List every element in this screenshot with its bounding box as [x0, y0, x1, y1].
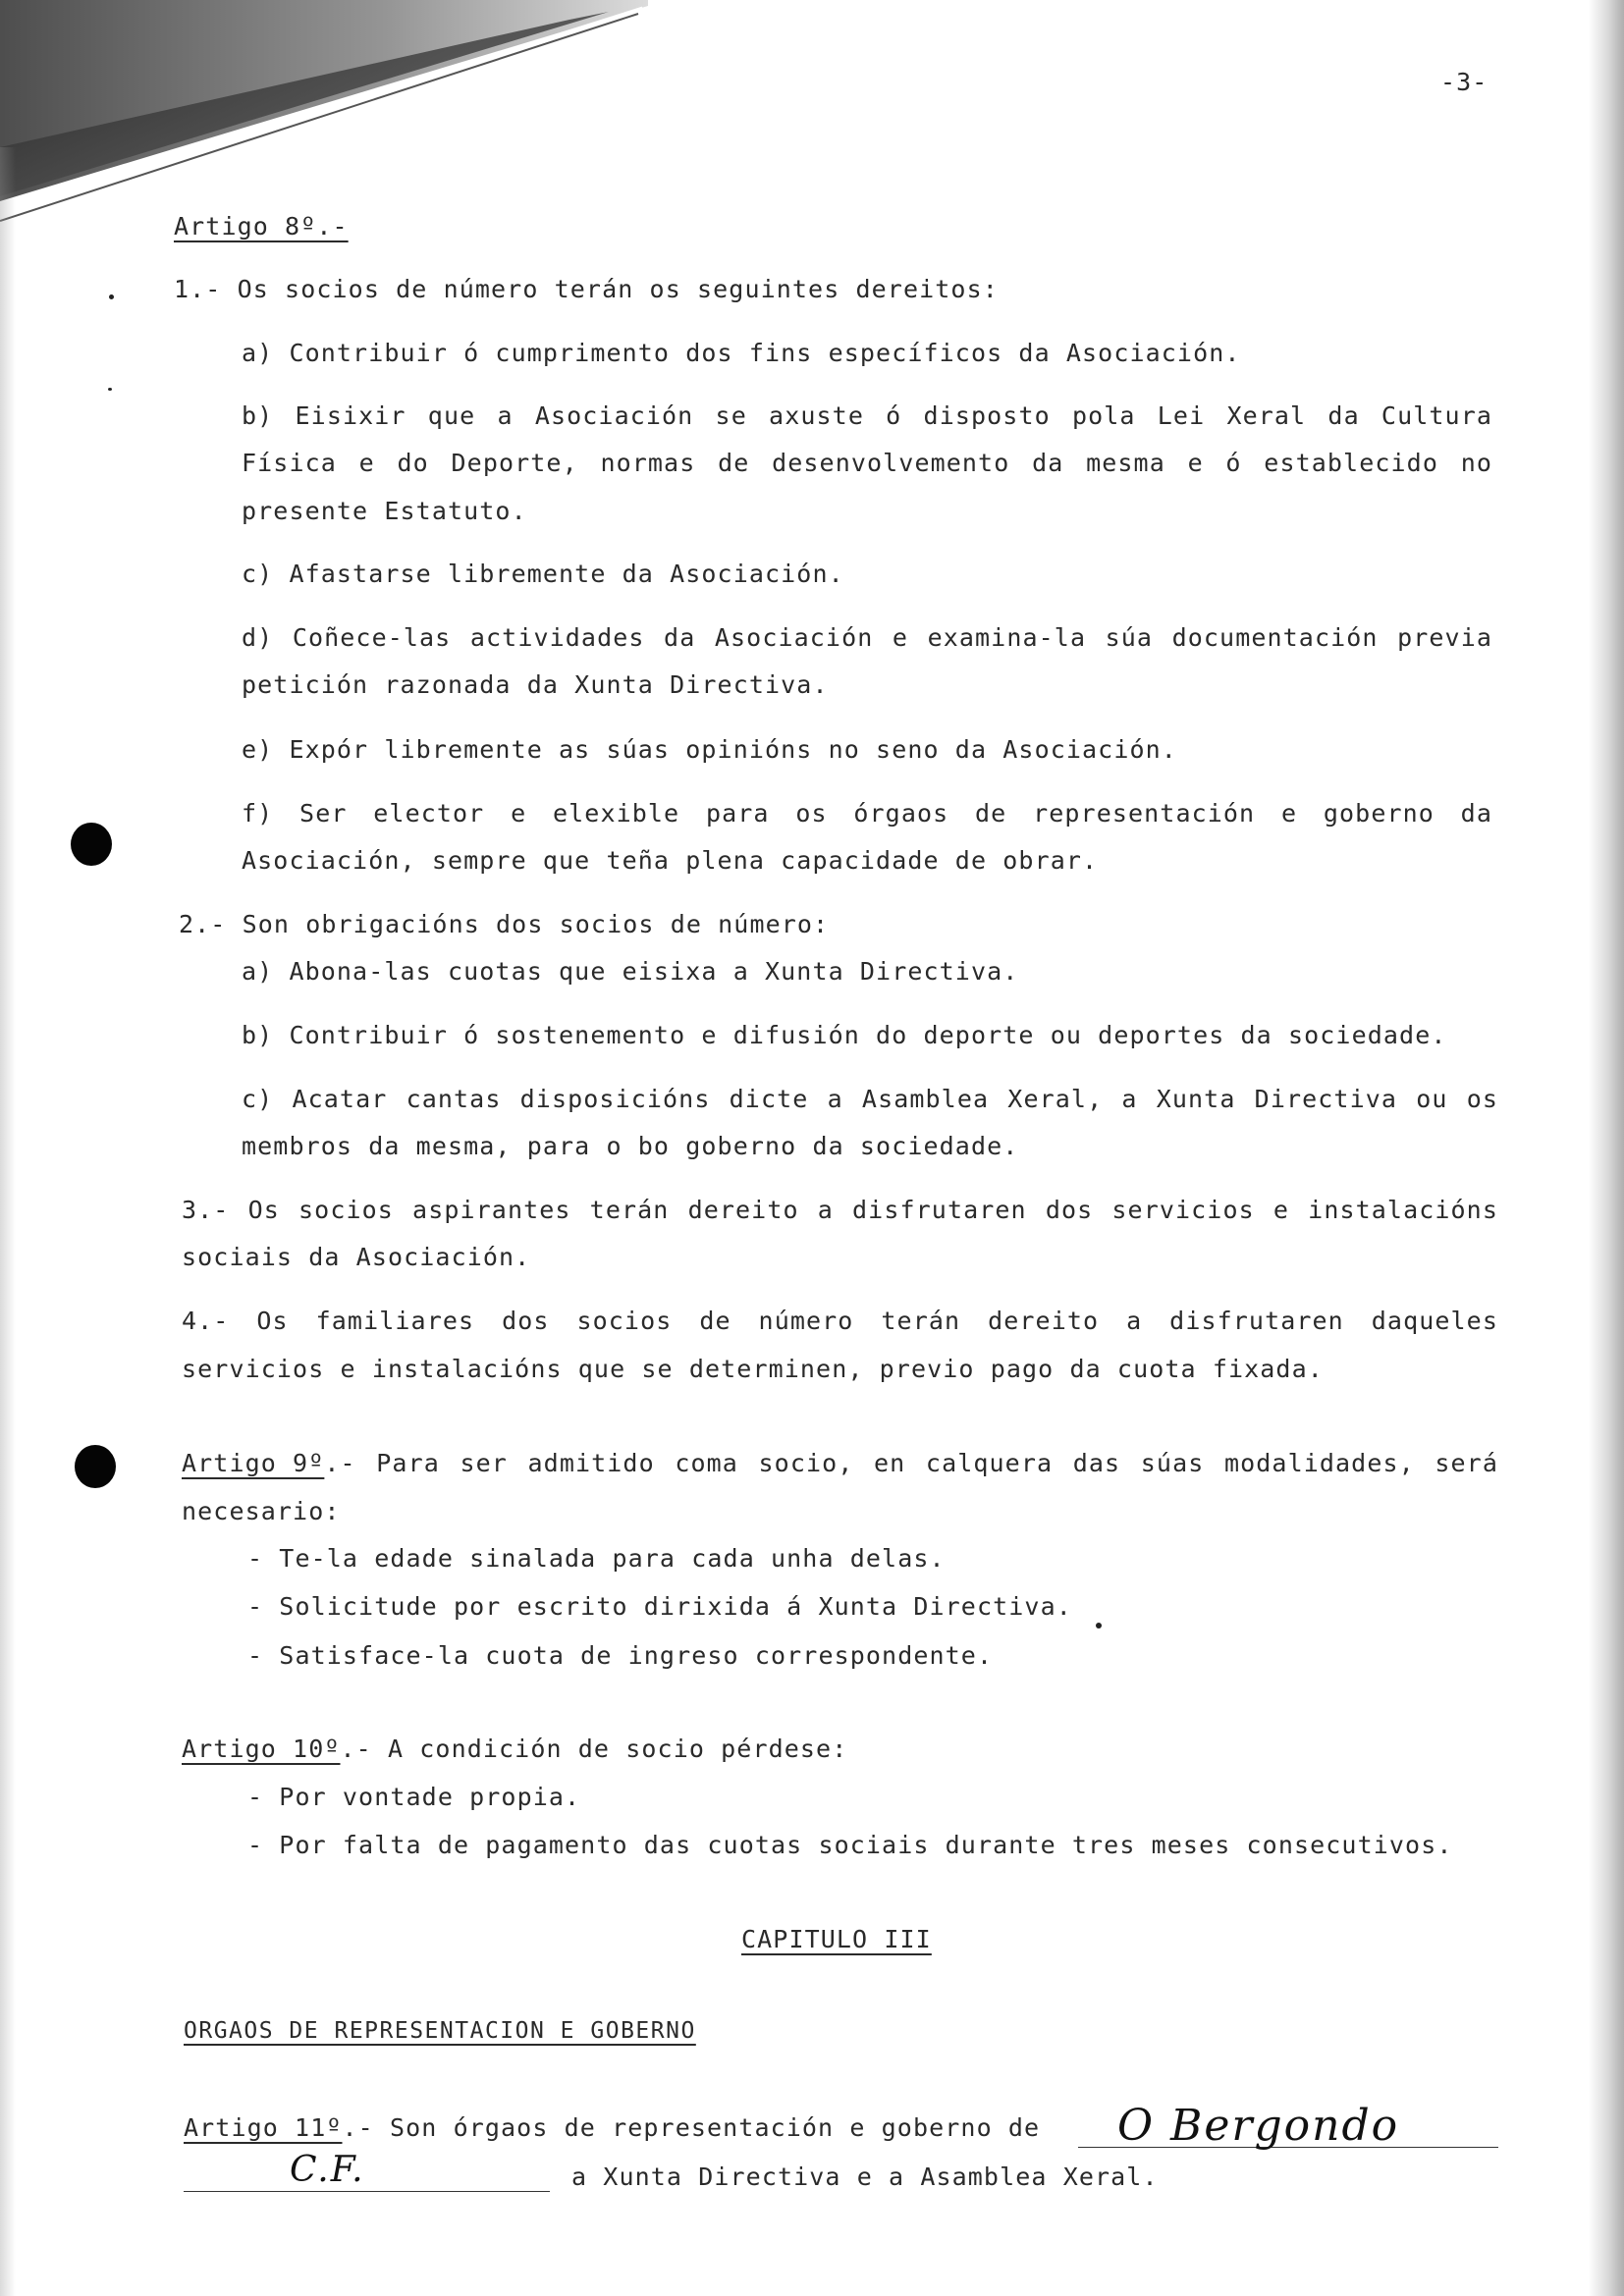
art8-clause1-b-line3: presente Estatuto.: [242, 497, 527, 525]
article-11-heading: Artigo 11º: [184, 2113, 343, 2142]
article-9-line2: necesario:: [182, 1497, 341, 1525]
art8-clause1-f-line2: Asociación, sempre que teña plena capacidade de obrar.: [242, 846, 1099, 875]
article-11-text: .- Son órgaos de representación e goberno de: [342, 2113, 1041, 2142]
art8-clause1-c: c) Afastarse libremente da Asociación.: [242, 560, 844, 588]
article-9-item-1: - Te-la edade sinalada para cada unha delas.: [247, 1544, 946, 1573]
article-10-text: .- A condición de socio pérdese:: [340, 1735, 848, 1763]
speck: [1096, 1623, 1102, 1629]
art8-clause2-c-line2: membros da mesma, para o bo goberno da sociedade.: [242, 1132, 1019, 1160]
punch-hole-bottom: [75, 1445, 116, 1488]
handwritten-club-name: O Bergondo: [1117, 2101, 1400, 2151]
art8-clause4-line1: 4.- Os familiares dos socios de número terán dereito a disfrutaren daqueles: [182, 1307, 1498, 1335]
article-9-line1: [182, 1451, 1498, 1475]
art8-clause1-d-line1: d) Coñece-las actividades da Asociación e examina-la súa documentación previa: [242, 623, 1492, 652]
handwritten-club-suffix: C.F.: [290, 2150, 365, 2190]
art8-clause4-line2: servicios e instalacións que se determinen, previo pago da cuota fixada.: [182, 1355, 1324, 1383]
art8-clause1-d-line2: petición razonada da Xunta Directiva.: [242, 670, 829, 699]
art8-clause1-a: a) Contribuir ó cumprimento dos fins específicos da Asociación.: [242, 339, 1241, 367]
art8-clause2-a: a) Abona-las cuotas que eisixa a Xunta Directiva.: [242, 957, 1019, 986]
article-10-heading: Artigo 10º: [182, 1735, 341, 1763]
article-9-text: .- Para ser admitido coma socio, en calquera das súas modalidades, será: [324, 1449, 1498, 1477]
art8-clause1-b-line1: b) Eisixir que a Asociación se axuste ó disposto pola Lei Xeral da Cultura: [242, 401, 1492, 430]
art8-clause3-line1: 3.- Os socios aspirantes terán dereito a disfrutaren dos servicios e instalacións: [182, 1196, 1498, 1224]
section-heading: ORGAOS DE REPRESENTACION E GOBERNO: [184, 2018, 696, 2044]
punch-hole-top: [71, 823, 112, 866]
speck: [109, 294, 114, 299]
scan-edge-shadow-left: [0, 147, 16, 2296]
speck: [108, 388, 112, 391]
art8-clause2-intro: 2.- Son obrigacións dos socios de número:: [179, 910, 830, 938]
article-10-line1: [182, 1736, 847, 1761]
article-8-heading: Artigo 8º.-: [174, 212, 349, 240]
art8-clause1-intro: 1.- Os socios de número terán os seguintes dereitos:: [174, 275, 999, 303]
page-number: -3-: [1440, 68, 1489, 96]
scan-edge-shadow-right: [1589, 0, 1624, 2296]
article-11-line1: [184, 2115, 1040, 2140]
art8-clause1-f-line1: f) Ser elector e elexible para os órgaos de representación e goberno da: [242, 799, 1492, 828]
art8-clause2-b: b) Contribuir ó sostenemento e difusión do deporte ou deportes da sociedade.: [242, 1021, 1447, 1049]
folded-corner-shadow: [0, 0, 687, 236]
art8-clause3-line2: sociais da Asociación.: [182, 1243, 531, 1271]
article-9-item-2: - Solicitude por escrito dirixida á Xunta Directiva.: [247, 1592, 1072, 1621]
art8-clause2-c-line1: c) Acatar cantas disposicións dicte a Asamblea Xeral, a Xunta Directiva ou os: [242, 1085, 1498, 1113]
article-11-line2: a Xunta Directiva e a Asamblea Xeral.: [571, 2163, 1159, 2191]
chapter-heading: CAPITULO III: [741, 1925, 932, 1953]
article-9-heading: Artigo 9º: [182, 1449, 325, 1477]
article-10-item-2: - Por falta de pagamento das cuotas sociais durante tres meses consecutivos.: [247, 1831, 1453, 1859]
art8-clause1-b-line2: Física e do Deporte, normas de desenvolvemento da mesma e ó establecido no: [242, 449, 1492, 477]
art8-clause1-e: e) Expór libremente as súas opinións no seno da Asociación.: [242, 735, 1177, 764]
article-9-item-3: - Satisface-la cuota de ingreso correspondente.: [247, 1641, 994, 1670]
article-10-item-1: - Por vontade propia.: [247, 1783, 581, 1811]
name-fill-line-2: [184, 2191, 550, 2192]
